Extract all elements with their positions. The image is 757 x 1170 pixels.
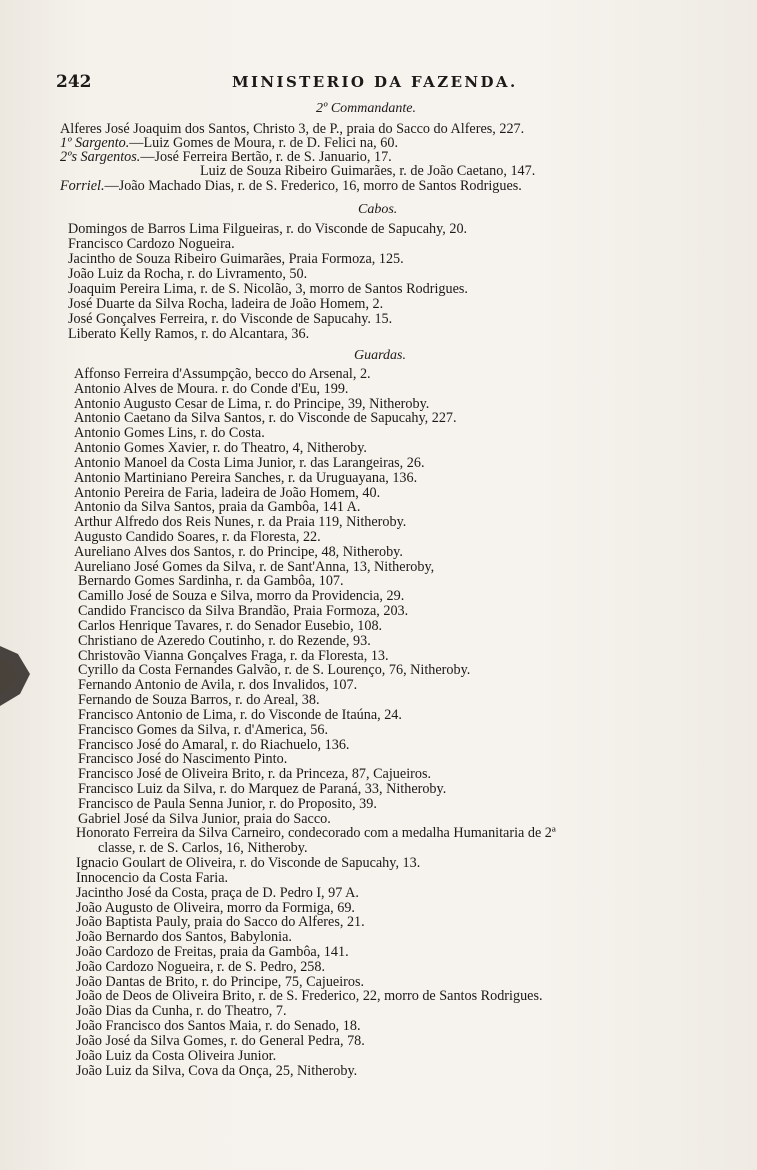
section-title-guardas: Guardas. [354,348,406,363]
list-item: Antonio Augusto Cesar de Lima, r. do Principe, 39, Nitheroby. [74,395,430,412]
commander-line: 2ºs Sargentos.—José Ferreira Bertão, r. de S. Januario, 17. [60,149,392,165]
list-item: João Luiz da Silva, Cova da Onça, 25, Nitheroby. [76,1062,358,1079]
commander-line: 1º Sargento.—Luiz Gomes de Moura, r. de D. Felici na, 60. [60,135,399,151]
list-item: Aureliano Alves dos Santos, r. do Principe, 48, Nitheroby. [74,543,403,560]
list-item: Francisco Antonio de Lima, r. do Visconde de Itaúna, 24. [78,706,402,723]
list-item: Christiano de Azeredo Coutinho, r. do Rezende, 93. [78,632,371,649]
list-item: João Luiz da Costa Oliveira Junior. [76,1047,277,1064]
list-item: Antonio Alves de Moura. r. do Conde d'Eu, 199. [74,380,349,397]
list-item: Innocencio da Costa Faria. [76,869,229,886]
list-item: João Bernardo dos Santos, Babylonia. [76,929,292,946]
list-item: Jacintho de Souza Ribeiro Guimarães, Praia Formoza, 125. [68,251,404,267]
list-item: Jacintho José da Costa, praça de D. Pedro I, 97 A. [76,884,359,901]
list-item: Antonio Pereira de Faria, ladeira de João Homem, 40. [74,484,381,501]
list-item: Francisco de Paula Senna Junior, r. do Proposito, 39. [78,795,377,812]
section-title-cabos: Cabos. [358,202,398,217]
list-item: Christovão Vianna Gonçalves Fraga, r. da Floresta, 13. [78,647,389,664]
list-item: João Francisco dos Santos Maia, r. do Senado, 18. [76,1018,361,1035]
list-item: João Dantas de Brito, r. do Principe, 75, Cajueiros. [76,973,365,990]
list-item: Francisco Luiz da Silva, r. do Marquez de Paraná, 33, Nitheroby. [78,780,447,797]
list-item: João Augusto de Oliveira, morro da Formiga, 69. [76,899,355,916]
list-item: Ignacio Goulart de Oliveira, r. do Visconde de Sapucahy, 13. [76,855,421,872]
commander-line: Alferes José Joaquim dos Santos, Christo 3, de P., praia do Sacco do Alferes, 227. [60,121,525,137]
page-number: 242 [56,72,92,92]
list-item: classe, r. de S. Carlos, 16, Nitheroby. [98,840,308,857]
list-item: Joaquim Pereira Lima, r. de S. Nicolão, 3, morro de Santos Rodrigues. [68,281,468,297]
list-item: Antonio Gomes Lins, r. do Costa. [74,425,265,442]
list-item: Antonio Gomes Xavier, r. do Theatro, 4, Nitheroby. [74,440,367,457]
commander-line: Forriel.—João Machado Dias, r. de S. Frederico, 16, morro de Santos Rodrigues. [60,178,522,194]
list-item: Antonio Caetano da Silva Santos, r. do Visconde de Sapucahy, 227. [74,410,457,427]
list-item: Augusto Candido Soares, r. da Floresta, 22. [74,529,321,546]
list-item: Antonio da Silva Santos, praia da Gambôa, 141 A. [74,499,361,516]
list-item: Carlos Henrique Tavares, r. do Senador Eusebio, 108. [78,617,383,634]
list-item: João Cardozo Nogueira, r. de S. Pedro, 258. [76,958,326,975]
list-item: Antonio Manoel da Costa Lima Junior, r. das Larangeiras, 26. [74,454,425,471]
list-item: Fernando de Souza Barros, r. do Areal, 38. [78,692,320,709]
binding-shadow-mark [0,640,34,710]
list-item: Antonio Martiniano Pereira Sanches, r. da Uruguayana, 136. [74,469,418,486]
list-item: João José da Silva Gomes, r. do General Pedra, 78. [76,1032,365,1049]
list-item: Affonso Ferreira d'Assumpção, becco do Arsenal, 2. [74,366,371,382]
list-item: João Luiz da Rocha, r. do Livramento, 50. [68,266,308,282]
list-item: Arthur Alfredo dos Reis Nunes, r. da Praia 119, Nitheroby. [74,514,407,531]
list-item: Fernando Antonio de Avila, r. dos Invalidos, 107. [78,677,358,694]
section-title-commandante: 2º Commandante. [316,101,417,116]
list-item: João Dias da Cunha, r. do Theatro, 7. [76,1003,287,1020]
list-item: Francisco José de Oliveira Brito, r. da Princeza, 87, Cajueiros. [78,766,432,783]
list-item: Gabriel José da Silva Junior, praia do Sacco. [78,810,331,827]
list-item: Bernardo Gomes Sardinha, r. da Gambôa, 107. [78,573,344,590]
list-item: João Baptista Pauly, praia do Sacco do Alferes, 21. [76,914,365,931]
running-title: MINISTERIO DA FAZENDA. [232,73,518,91]
commander-line: Luiz de Souza Ribeiro Guimarães, r. de João Caetano, 147. [200,163,536,179]
list-item: José Duarte da Silva Rocha, ladeira de João Homem, 2. [68,296,384,312]
list-item: Liberato Kelly Ramos, r. do Alcantara, 36. [68,326,310,342]
list-item: Cyrillo da Costa Fernandes Galvão, r. de S. Lourenço, 76, Nitheroby. [78,662,471,679]
list-item: Aureliano José Gomes da Silva, r. de Sant'Anna, 13, Nitheroby, [74,558,435,575]
page-header [56,72,696,96]
list-item: Francisco Cardozo Nogueira. [68,236,235,252]
list-item: João Cardozo de Freitas, praia da Gambôa, 141. [76,943,349,960]
list-item: Domingos de Barros Lima Filgueiras, r. do Visconde de Sapucahy, 20. [68,221,468,237]
list-item: Francisco José do Amaral, r. do Riachuelo, 136. [78,736,350,753]
list-item: Candido Francisco da Silva Brandão, Praia Formoza, 203. [78,603,409,620]
list-item: Honorato Ferreira da Silva Carneiro, condecorado com a medalha Humanitaria de 2ª [76,825,556,842]
list-item: João de Deos de Oliveira Brito, r. de S. Frederico, 22, morro de Santos Rodrigues. [76,988,543,1005]
list-item: José Gonçalves Ferreira, r. do Visconde de Sapucahy. 15. [68,311,393,327]
list-item: Francisco Gomes da Silva, r. d'America, 56. [78,721,328,738]
list-item: Francisco José do Nascimento Pinto. [78,751,288,768]
list-item: Camillo José de Souza e Silva, morro da Providencia, 29. [78,588,405,605]
